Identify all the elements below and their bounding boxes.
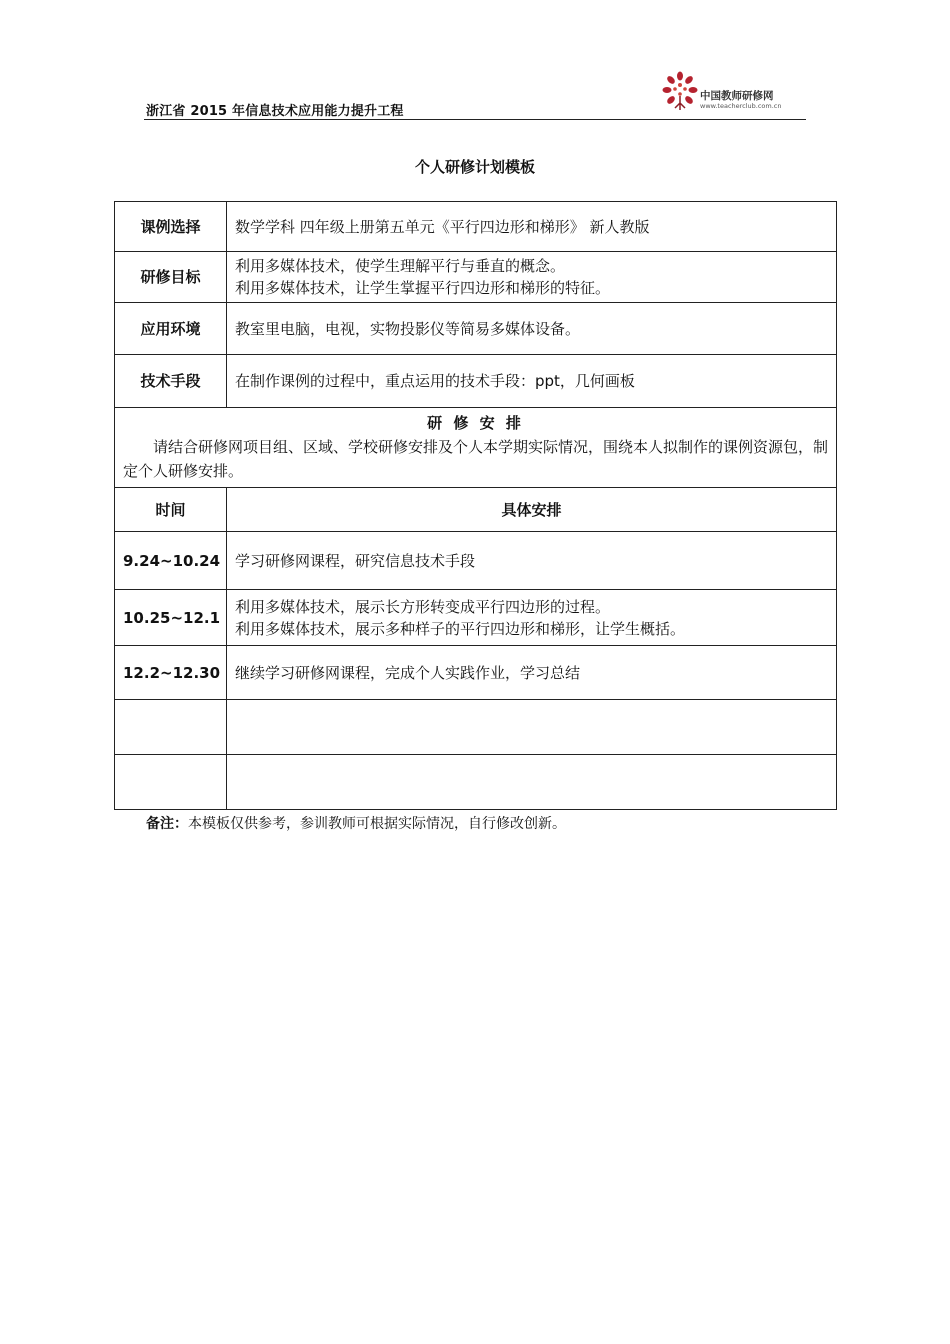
schedule-time: 12.2~12.30	[115, 646, 227, 700]
environment-text	[227, 303, 837, 355]
plan-table	[114, 201, 837, 810]
column-header-plan: 具体安排	[227, 488, 837, 532]
footnote-label: 备注：	[146, 816, 188, 832]
schedule-time: 9.24~10.24	[115, 532, 227, 590]
row-label-environment: 应用环境	[115, 303, 227, 355]
table-row	[115, 488, 837, 532]
table-row	[115, 252, 837, 303]
technique-line: 在制作课例的过程中，重点运用的技术手段：ppt，几何画板	[235, 372, 635, 390]
schedule-line: 利用多媒体技术，展示长方形转变成平行四边形的过程。	[235, 597, 611, 616]
lesson-line: 数学学科 四年级上册第五单元《平行四边形和梯形》 新人教版	[235, 217, 650, 236]
table-row	[115, 202, 837, 252]
environment-line: 教室里电脑，电视，实物投影仪等简易多媒体设备。	[235, 319, 581, 338]
flower-logo-icon	[660, 70, 700, 116]
goal-line: 利用多媒体技术，让学生掌握平行四边形和梯形的特征。	[235, 279, 611, 297]
arrangement-title: 研 修 安 排	[427, 414, 524, 432]
row-label-goal: 研修目标	[115, 252, 227, 303]
schedule-plan	[227, 532, 837, 590]
logo	[660, 70, 806, 116]
logo-url: www.teacherclub.com.cn	[700, 102, 782, 110]
logo-name: 中国教师研修网	[700, 90, 774, 102]
footnote	[146, 813, 566, 833]
table-row	[115, 700, 837, 755]
table-row	[115, 355, 837, 408]
row-label-lesson: 课例选择	[115, 202, 227, 252]
lesson-selection-text	[227, 202, 837, 252]
table-row	[115, 646, 837, 700]
schedule-line: 学习研修网课程，研究信息技术手段	[235, 551, 476, 570]
column-header-time: 时间	[115, 488, 227, 532]
arrangement-description: 请结合研修网项目组、区域、学校研修安排及个人本学期实际情况，围绕本人拟制作的课例资源包，制定个人研修安排。	[123, 438, 829, 480]
schedule-line: 继续学习研修网课程，完成个人实践作业，学习总结	[235, 663, 581, 682]
goal-text	[227, 252, 837, 303]
document-title: 个人研修计划模板	[414, 158, 535, 176]
schedule-plan	[227, 700, 837, 755]
arrangement-section	[115, 408, 837, 488]
schedule-plan	[227, 755, 837, 810]
schedule-plan	[227, 590, 837, 646]
table-row	[115, 532, 837, 590]
row-label-technique: 技术手段	[115, 355, 227, 408]
technique-text	[227, 355, 837, 408]
table-row	[115, 408, 837, 488]
schedule-time	[115, 700, 227, 755]
table-row	[115, 303, 837, 355]
footnote-text: 本模板仅供参考，参训教师可根据实际情况，自行修改创新。	[188, 816, 566, 832]
header-divider	[144, 119, 806, 120]
schedule-time: 10.25~12.1	[115, 590, 227, 646]
schedule-plan	[227, 646, 837, 700]
goal-line: 利用多媒体技术，使学生理解平行与垂直的概念。	[235, 257, 566, 275]
table-row	[115, 590, 837, 646]
project-title: 浙江省 2015 年信息技术应用能力提升工程	[146, 104, 404, 119]
schedule-time	[115, 755, 227, 810]
schedule-line: 利用多媒体技术，展示多种样子的平行四边形和梯形，让学生概括。	[235, 619, 686, 638]
table-row	[115, 755, 837, 810]
